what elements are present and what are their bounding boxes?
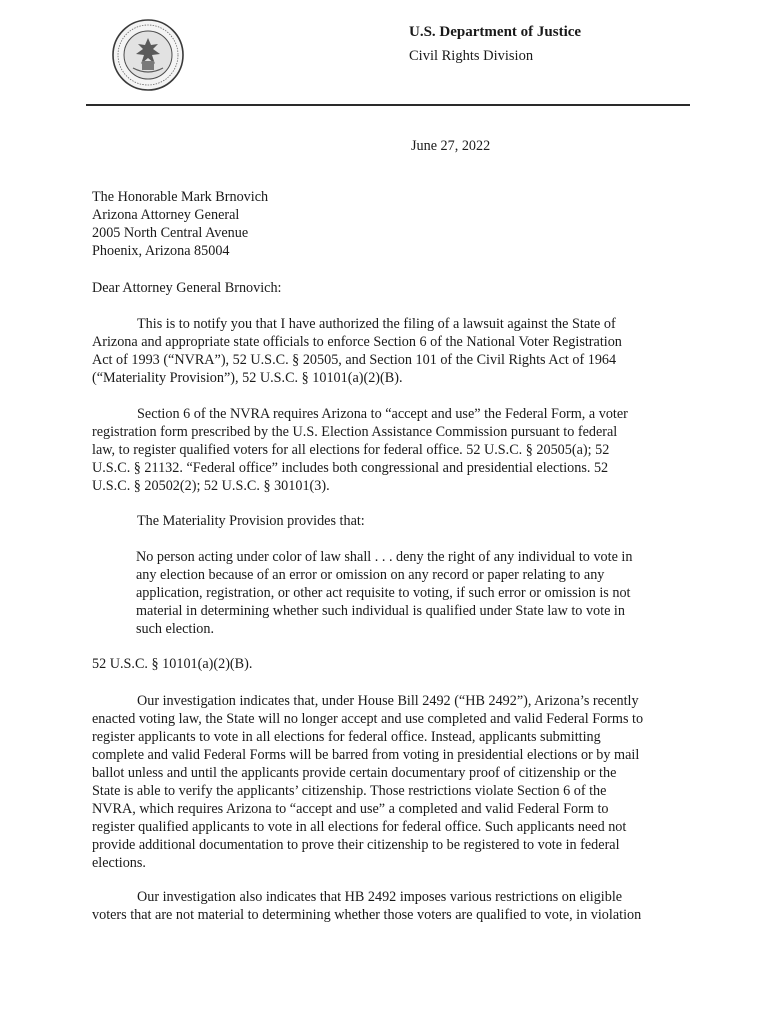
text-line: enacted voting law, the State will no longer accept and use completed and valid Federal Forms to <box>92 711 644 727</box>
paragraph-nvra <box>92 405 682 495</box>
quote-line: application, registration, or other act requisite to voting, if such error or omission is not <box>136 585 631 601</box>
text-line: register qualified applicants to vote in all elections for federal office. Such applicants need not <box>92 819 627 835</box>
quote-line: material in determining whether such individual is qualified under State law to vote in <box>136 603 625 619</box>
text-line: Our investigation indicates that, under House Bill 2492 (“HB 2492”), Arizona’s recently <box>137 693 639 709</box>
text-line: Arizona and appropriate state officials to enforce Section 6 of the National Voter Registration <box>92 334 622 350</box>
paragraph-materiality-violation <box>92 888 682 924</box>
text-line: voters that are not material to determining whether those voters are qualified to vote, in violation <box>92 907 642 923</box>
quote-line: any election because of an error or omission on any record or paper relating to any <box>136 567 605 583</box>
text-line: registration form prescribed by the U.S. Election Assistance Commission pursuant to federal <box>92 424 618 440</box>
text-line: Section 6 of the NVRA requires Arizona to “accept and use” the Federal Form, a voter <box>137 406 628 422</box>
quote-citation <box>92 655 682 673</box>
recipient-line: Arizona Attorney General <box>92 207 240 223</box>
paragraph-notice <box>92 315 682 387</box>
department-name: U.S. Department of Justice <box>409 24 582 40</box>
text-line: This is to notify you that I have authorized the filing of a lawsuit against the State of <box>137 316 616 332</box>
text-line: Our investigation also indicates that HB 2492 imposes various restrictions on eligible <box>137 889 623 905</box>
division-name: Civil Rights Division <box>409 48 534 64</box>
doj-seal-icon <box>111 18 185 92</box>
text-line: (“Materiality Provision”), 52 U.S.C. § 10101(a)(2)(B). <box>92 370 403 386</box>
paragraph-materiality-intro <box>92 512 682 530</box>
recipient-line: Phoenix, Arizona 85004 <box>92 243 230 259</box>
recipient-line: The Honorable Mark Brnovich <box>92 189 269 205</box>
text-line: NVRA, which requires Arizona to “accept and use” a completed and valid Federal Form to <box>92 801 609 817</box>
text-line: register applicants to vote in all elections for federal office. Instead, applicants submitting <box>92 729 601 745</box>
text-line: State is able to verify the applicants’ citizenship. Those restrictions violate Section 6 of the <box>92 783 607 799</box>
text-line: The Materiality Provision provides that: <box>137 513 365 529</box>
text-line: complete and valid Federal Forms will be barred from voting in presidential elections or by mail <box>92 747 640 763</box>
letterhead-divider <box>86 104 690 106</box>
text-line: elections. <box>92 855 146 871</box>
text-line: ballot unless and until the applicants provide certain documentary proof of citizenship or the <box>92 765 617 781</box>
text-line: provide additional documentation to prove their citizenship to be registered to vote in federal <box>92 837 620 853</box>
letter-date: June 27, 2022 <box>411 138 491 154</box>
text-line: Act of 1993 (“NVRA”), 52 U.S.C. § 20505, and Section 101 of the Civil Rights Act of 1964 <box>92 352 617 368</box>
text-line: U.S.C. § 21132. “Federal office” includes both congressional and presidential elections. 52 <box>92 460 609 476</box>
text-line: U.S.C. § 20502(2); 52 U.S.C. § 30101(3). <box>92 478 330 494</box>
letterhead <box>409 22 581 66</box>
salutation: Dear Attorney General Brnovich: <box>92 280 282 296</box>
text-line: law, to register qualified voters for all elections for federal office. 52 U.S.C. § 20505(a); 52 <box>92 442 610 458</box>
paragraph-investigation <box>92 692 682 872</box>
quote-line: No person acting under color of law shall . . . deny the right of any individual to vote in <box>136 549 633 565</box>
recipient-line: 2005 North Central Avenue <box>92 225 249 241</box>
quote-line: such election. <box>136 621 215 637</box>
recipient-address <box>92 188 268 260</box>
block-quote <box>136 548 681 638</box>
text-line: 52 U.S.C. § 10101(a)(2)(B). <box>92 656 253 672</box>
